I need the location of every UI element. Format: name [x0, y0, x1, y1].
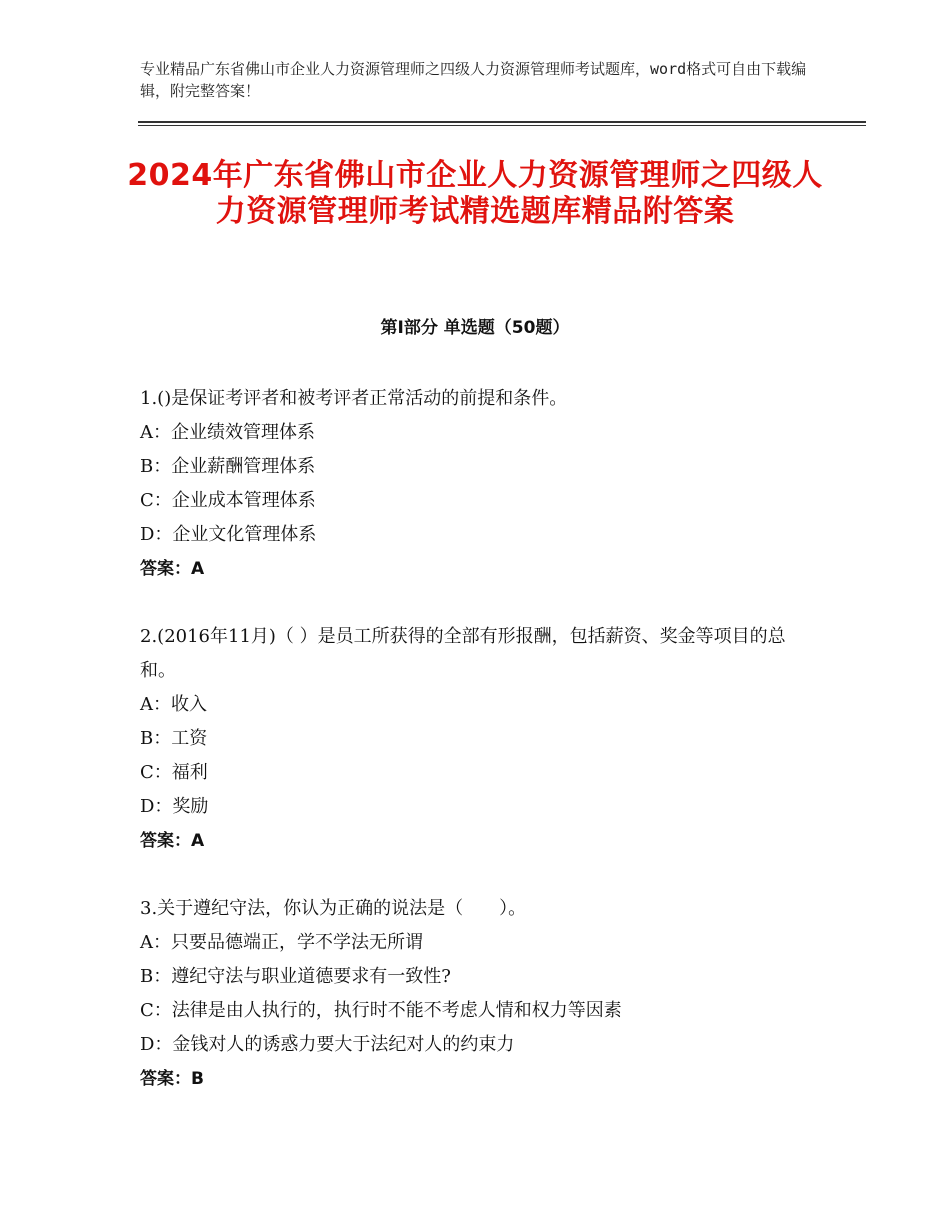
option-c: C：法律是由人执行的，执行时不能不考虑人情和权力等因素	[140, 1000, 622, 1021]
option-b: B：企业薪酬管理体系	[140, 456, 316, 477]
option-a: A：只要品德端正，学不学法无所谓	[140, 932, 423, 953]
question-answer: 答案：A	[140, 559, 205, 579]
section-heading: 第Ⅰ部分 单选题（50题）	[380, 318, 570, 338]
header-rule-thick	[138, 121, 866, 123]
option-b: B：遵纪守法与职业道德要求有一致性?	[140, 966, 451, 987]
question-answer: 答案：A	[140, 831, 205, 851]
option-a: A：收入	[140, 694, 207, 715]
option-b: B：工资	[140, 728, 208, 749]
document-title: 2024年广东省佛山市企业人力资源管理师之四级人力资源管理师考试精选题库精品附答案	[127, 158, 823, 229]
question-answer: 答案：B	[140, 1069, 204, 1089]
header-note: 专业精品广东省佛山市企业人力资源管理师之四级人力资源管理师考试题库，word格式可自由下载编辑，附完整答案！	[140, 60, 807, 100]
question-item	[140, 892, 810, 1096]
question-item	[140, 382, 810, 586]
option-d: D：奖励	[140, 796, 209, 817]
option-d: D：金钱对人的诱惑力要大于法纪对人的约束力	[140, 1034, 515, 1055]
option-c: C：企业成本管理体系	[140, 490, 316, 511]
question-text: 1.()是保证考评者和被考评者正常活动的前提和条件。	[140, 388, 568, 409]
question-text: 3.关于遵纪守法，你认为正确的说法是（ ）。	[140, 898, 527, 919]
question-list	[140, 382, 810, 1130]
option-c: C：福利	[140, 762, 208, 783]
option-a: A：企业绩效管理体系	[140, 422, 315, 443]
question-text: 2.(2016年11月)（ ）是员工所获得的全部有形报酬，包括薪资、奖金等项目的总和。	[140, 626, 786, 681]
option-d: D：企业文化管理体系	[140, 524, 317, 545]
question-item	[140, 620, 810, 858]
header-rule-thin	[138, 125, 866, 126]
